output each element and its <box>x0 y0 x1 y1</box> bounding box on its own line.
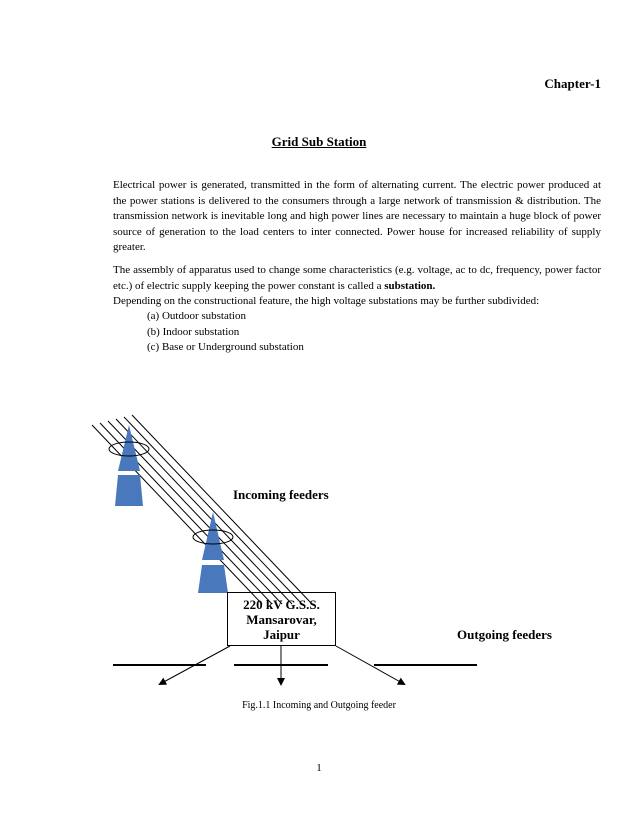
page-number: 1 <box>316 762 322 774</box>
paragraph-intro: Electrical power is generated, transmitted in the form of alternating current. The electric power produced at the power stations is delivered to the consumers through a large network of transmission & distribution. The transmission network is inevitable long and high power lines are necessary to maintain a huge block of power source of generation to the load centers to inter connected. Power house for increased reliability of supply greater. <box>113 179 601 253</box>
station-location-line: Mansarovar, <box>246 612 317 627</box>
transmission-tower-icon <box>193 512 233 593</box>
list-item: (c) Base or Underground substation <box>147 341 304 353</box>
list-item: (b) Indoor substation <box>147 325 240 338</box>
substation-type-list <box>147 309 304 356</box>
page-title: Grid Sub Station <box>271 134 367 149</box>
paragraph-substation-definition <box>113 263 601 294</box>
chapter-heading: Chapter-1 <box>544 76 601 91</box>
paragraph-classification: Depending on the constructional feature, the high voltage substations may be further subdivided: <box>113 295 540 307</box>
outgoing-feeders-label: Outgoing feeders <box>457 627 552 642</box>
station-name-line: 220 kV G.S.S. <box>243 597 320 612</box>
transmission-line <box>92 425 262 604</box>
substation-term: substation. <box>384 279 436 292</box>
figure-caption: Fig.1.1 Incoming and Outgoing feeder <box>242 700 396 711</box>
station-city-line: Jaipur <box>263 627 300 642</box>
paragraph-substation-text: The assembly of apparatus used to change some characteristics (e.g. voltage, ac to dc, frequency, power factor etc.) of electric supply keeping the power constant is called a <box>113 264 601 292</box>
incoming-feeders-label: Incoming feeders <box>233 487 329 502</box>
list-item: (a) Outdoor substation <box>147 310 246 322</box>
substation-box <box>227 592 336 646</box>
feeder-diagram <box>0 395 638 725</box>
